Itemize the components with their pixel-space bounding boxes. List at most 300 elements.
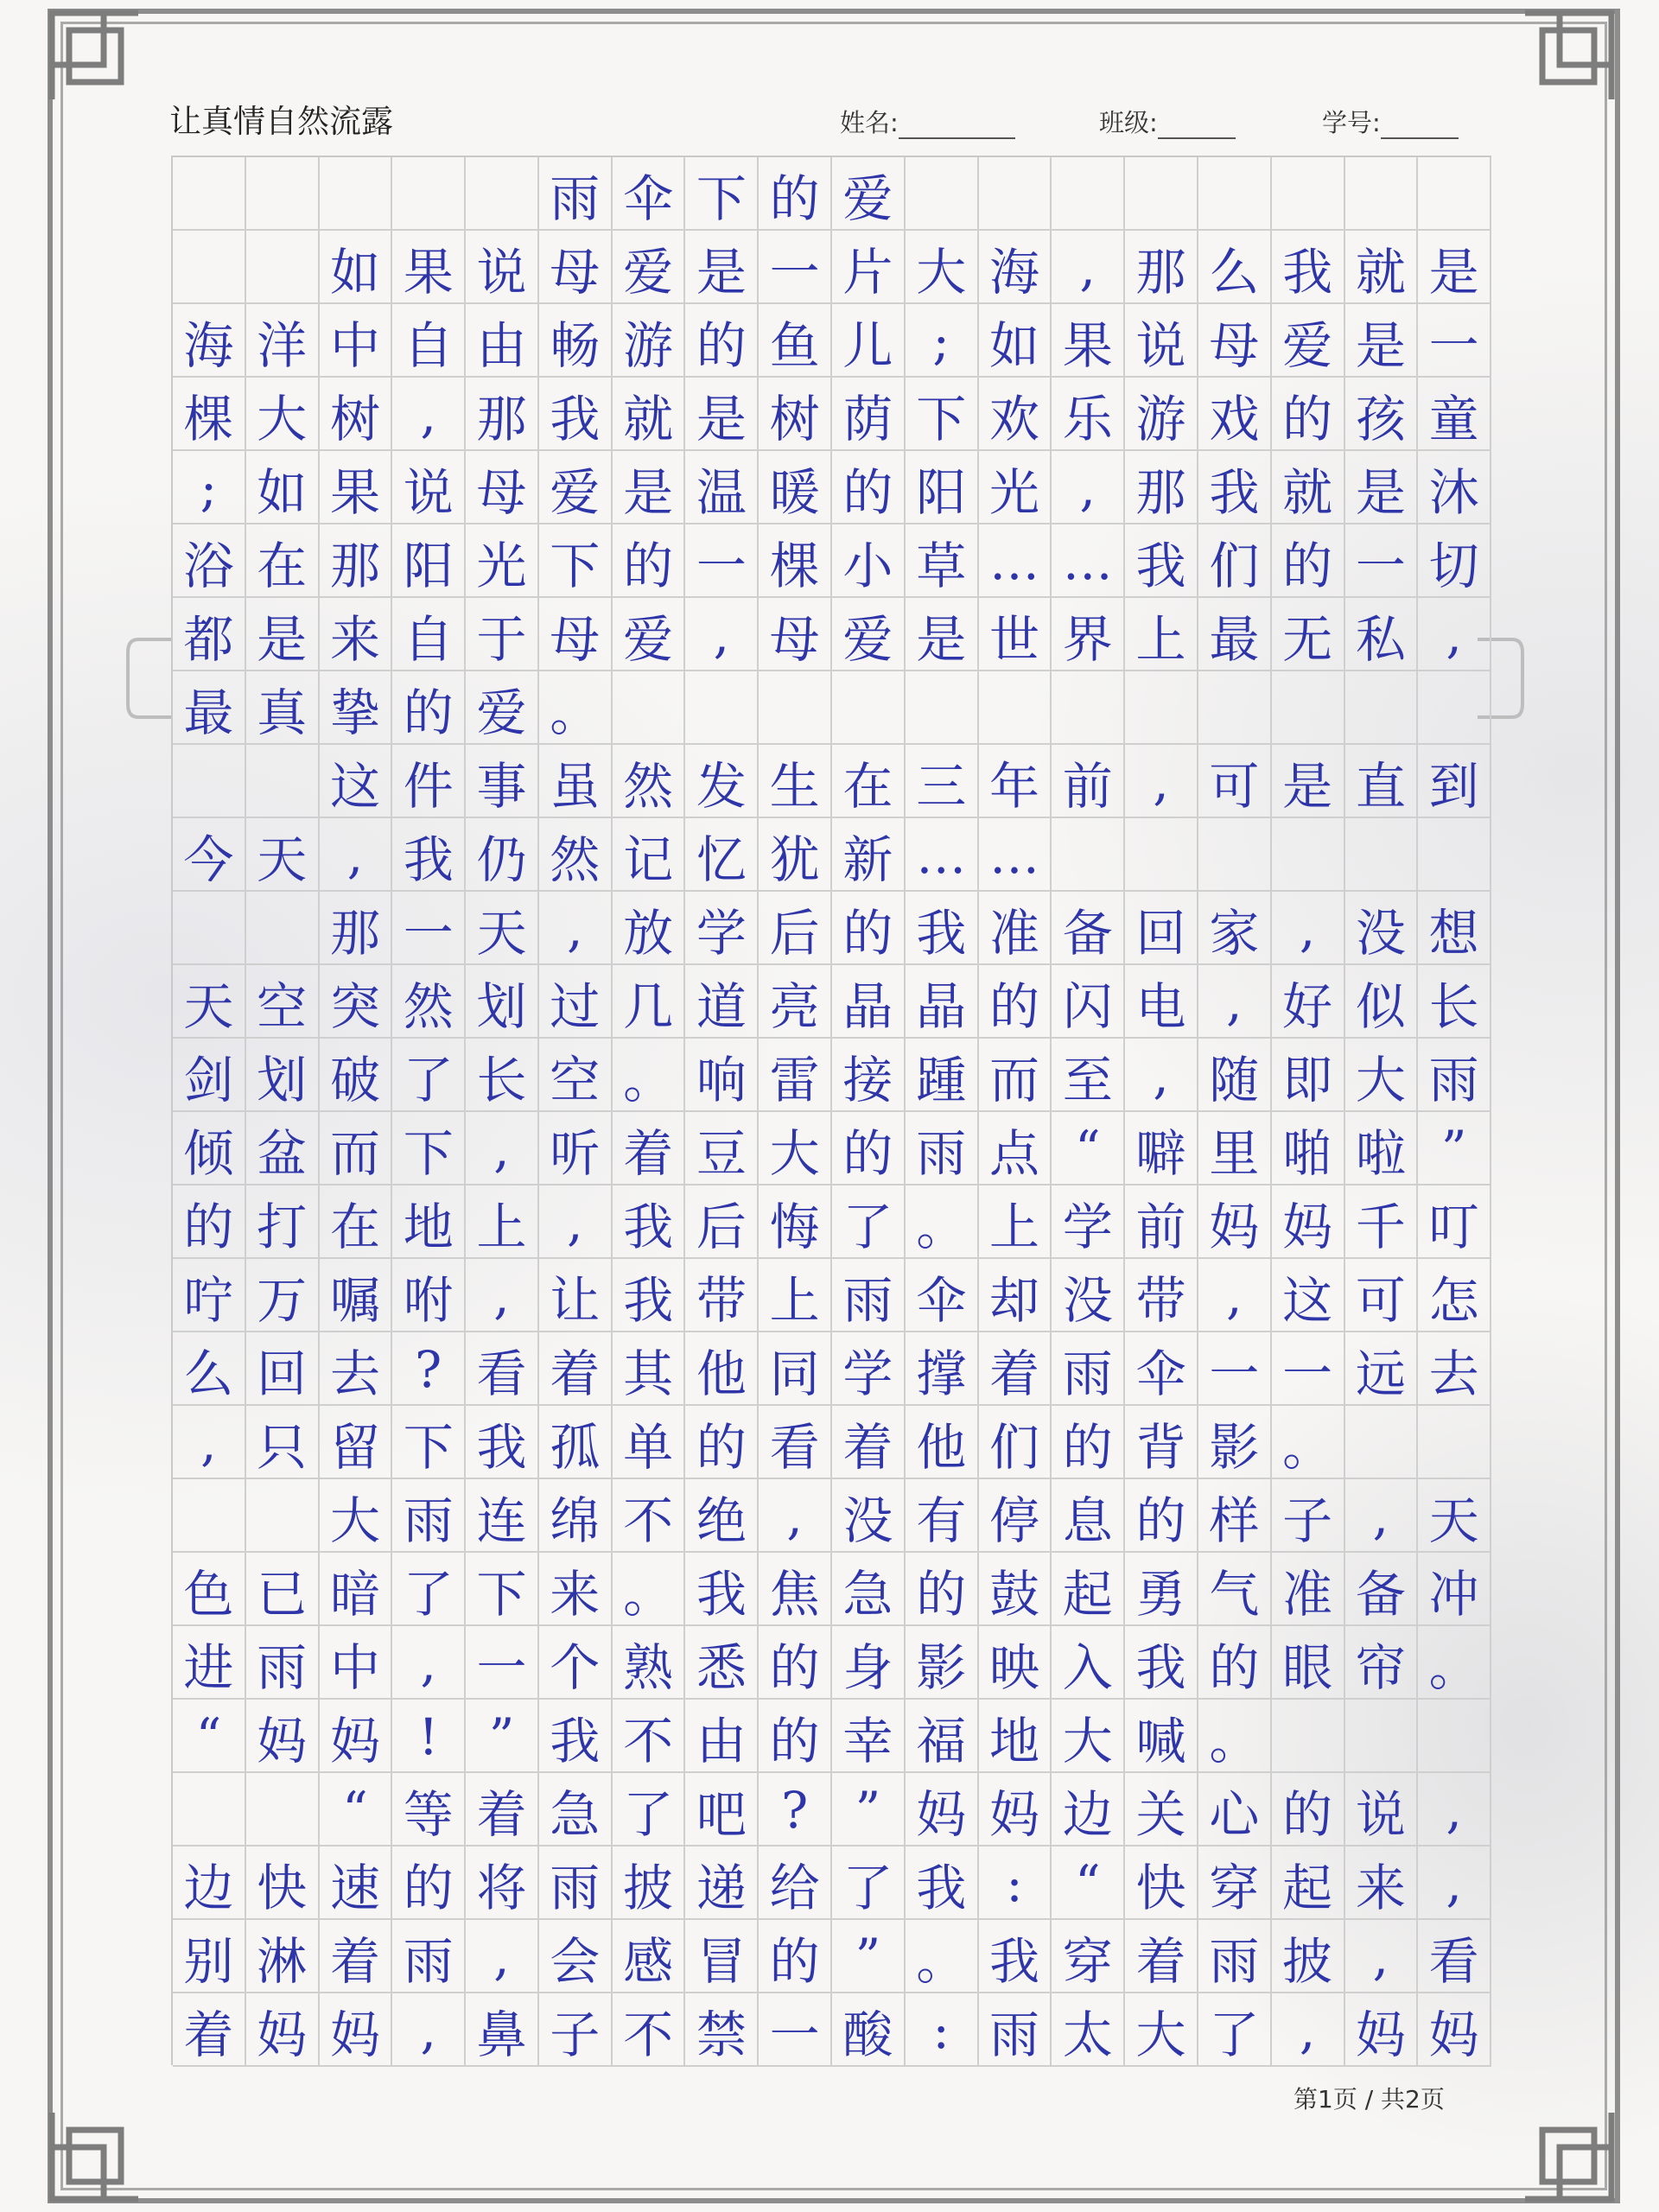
grid-cell: 雨 xyxy=(246,1626,320,1700)
grid-cell xyxy=(1345,818,1419,892)
grid-cell xyxy=(1418,157,1491,231)
grid-cell xyxy=(759,671,832,745)
grid-cell: 准 xyxy=(1272,1553,1345,1626)
grid-cell: 即 xyxy=(1272,1039,1345,1112)
grid-cell: 冒 xyxy=(685,1920,759,1993)
grid-cell: 上 xyxy=(979,1185,1052,1259)
grid-cell: 荫 xyxy=(832,378,906,451)
grid-cell: 那 xyxy=(1125,231,1198,304)
grid-cell: 那 xyxy=(320,524,393,598)
grid-cell: 而 xyxy=(979,1039,1052,1112)
grid-cell xyxy=(173,1773,246,1847)
grid-cell: 自 xyxy=(392,598,466,671)
grid-cell: 地 xyxy=(392,1185,466,1259)
student-id-field xyxy=(1322,104,1459,139)
grid-row xyxy=(173,304,1491,378)
grid-cell: 接 xyxy=(832,1039,906,1112)
grid-cell: 温 xyxy=(685,451,759,524)
grid-cell xyxy=(1418,1406,1491,1479)
grid-cell: 我 xyxy=(466,1406,539,1479)
grid-cell: 后 xyxy=(685,1185,759,1259)
page-number: 第1页 / 共2页 xyxy=(1294,2085,1445,2113)
grid-cell: : xyxy=(906,1993,979,2067)
grid-cell: 暖 xyxy=(759,451,832,524)
grid-cell: 去 xyxy=(1418,1332,1491,1406)
grid-cell: 焦 xyxy=(759,1553,832,1626)
grid-cell: 草 xyxy=(906,524,979,598)
class-blank[interactable] xyxy=(1158,111,1236,139)
grid-cell: 样 xyxy=(1198,1479,1272,1553)
grid-cell: 光 xyxy=(466,524,539,598)
grid-cell: ? xyxy=(759,1773,832,1847)
grid-cell: 而 xyxy=(320,1112,393,1185)
grid-cell: 雨 xyxy=(906,1112,979,1185)
grid-cell: , xyxy=(1418,1773,1491,1847)
grid-cell: 一 xyxy=(1345,524,1419,598)
grid-cell: 学 xyxy=(832,1332,906,1406)
grid-cell: “ xyxy=(1052,1112,1125,1185)
grid-cell: 亮 xyxy=(759,965,832,1039)
grid-cell: 的 xyxy=(759,1700,832,1773)
grid-cell: 妈 xyxy=(1198,1185,1272,1259)
grid-cell: 妈 xyxy=(246,1993,320,2067)
grid-cell xyxy=(1418,1700,1491,1773)
grid-cell: 的 xyxy=(173,1185,246,1259)
grid-cell: 棵 xyxy=(173,378,246,451)
grid-cell: 学 xyxy=(685,892,759,965)
grid-row xyxy=(173,231,1491,304)
grid-cell: 如 xyxy=(979,304,1052,378)
grid-row xyxy=(173,1332,1491,1406)
grid-cell: , xyxy=(392,378,466,451)
grid-cell: 游 xyxy=(613,304,686,378)
grid-row xyxy=(173,524,1491,598)
grid-cell: 雷 xyxy=(759,1039,832,1112)
grid-row xyxy=(173,1185,1491,1259)
grid-cell: 速 xyxy=(320,1847,393,1920)
grid-cell: 说 xyxy=(466,231,539,304)
grid-cell: 就 xyxy=(1345,231,1419,304)
grid-row xyxy=(173,1847,1491,1920)
grid-cell: 会 xyxy=(539,1920,613,1993)
worksheet-title: 让真情自然流露 xyxy=(169,103,393,140)
grid-cell: 的 xyxy=(1272,524,1345,598)
grid-cell: 伞 xyxy=(906,1259,979,1332)
grid-cell: 回 xyxy=(246,1332,320,1406)
grid-cell: 母 xyxy=(466,451,539,524)
grid-cell: 大 xyxy=(759,1112,832,1185)
grid-cell: , xyxy=(1418,598,1491,671)
grid-cell: 进 xyxy=(173,1626,246,1700)
grid-cell: 大 xyxy=(246,378,320,451)
grid-cell xyxy=(1125,671,1198,745)
grid-cell: 让 xyxy=(539,1259,613,1332)
grid-cell: 起 xyxy=(1052,1553,1125,1626)
grid-cell: 由 xyxy=(685,1700,759,1773)
grid-cell: 一 xyxy=(466,1626,539,1700)
grid-cell: 的 xyxy=(759,157,832,231)
grid-cell: 。 xyxy=(1272,1406,1345,1479)
grid-cell: 的 xyxy=(1272,378,1345,451)
grid-cell: 边 xyxy=(173,1847,246,1920)
grid-cell: 切 xyxy=(1418,524,1491,598)
grid-cell xyxy=(1052,818,1125,892)
grid-row xyxy=(173,1773,1491,1847)
grid-row xyxy=(173,965,1491,1039)
grid-cell xyxy=(1345,1700,1419,1773)
grid-cell: 递 xyxy=(685,1847,759,1920)
grid-cell: 母 xyxy=(539,598,613,671)
grid-row xyxy=(173,1993,1491,2067)
grid-cell: 们 xyxy=(979,1406,1052,1479)
grid-cell: 长 xyxy=(466,1039,539,1112)
grid-cell: , xyxy=(1125,745,1198,818)
grid-cell: 我 xyxy=(1125,1626,1198,1700)
grid-cell: , xyxy=(392,1626,466,1700)
grid-cell: : xyxy=(979,1847,1052,1920)
grid-cell: 至 xyxy=(1052,1039,1125,1112)
grid-cell: 我 xyxy=(1198,451,1272,524)
grid-cell: , xyxy=(173,1406,246,1479)
grid-cell: 我 xyxy=(613,1259,686,1332)
grid-cell: 自 xyxy=(392,304,466,378)
grid-cell: 到 xyxy=(1418,745,1491,818)
grid-cell xyxy=(1272,157,1345,231)
grid-cell: 光 xyxy=(979,451,1052,524)
grid-cell: , xyxy=(466,1259,539,1332)
grid-cell: 家 xyxy=(1198,892,1272,965)
grid-cell: 万 xyxy=(246,1259,320,1332)
grid-cell: 忆 xyxy=(685,818,759,892)
name-blank[interactable] xyxy=(899,111,1015,139)
grid-cell: 如 xyxy=(246,451,320,524)
grid-cell: … xyxy=(906,818,979,892)
grid-cell: 一 xyxy=(1272,1332,1345,1406)
grid-cell: 都 xyxy=(173,598,246,671)
grid-cell: 雨 xyxy=(539,1847,613,1920)
grid-cell: 。 xyxy=(906,1920,979,1993)
grid-cell: 新 xyxy=(832,818,906,892)
grid-cell: 熟 xyxy=(613,1626,686,1700)
grid-cell: 闪 xyxy=(1052,965,1125,1039)
grid-cell: 妈 xyxy=(246,1700,320,1773)
grid-cell: 们 xyxy=(1198,524,1272,598)
grid-cell: 由 xyxy=(466,304,539,378)
grid-cell: , xyxy=(1052,451,1125,524)
grid-cell: … xyxy=(979,818,1052,892)
grid-cell: 气 xyxy=(1198,1553,1272,1626)
grid-cell: 雨 xyxy=(979,1993,1052,2067)
grid-cell: 放 xyxy=(613,892,686,965)
grid-cell: “ xyxy=(320,1773,393,1847)
grid-cell: 下 xyxy=(906,378,979,451)
grid-cell: 么 xyxy=(173,1332,246,1406)
grid-cell: 倾 xyxy=(173,1112,246,1185)
grid-cell: 里 xyxy=(1198,1112,1272,1185)
grid-cell: 来 xyxy=(1345,1847,1419,1920)
grid-cell: 游 xyxy=(1125,378,1198,451)
grid-cell: 着 xyxy=(466,1773,539,1847)
grid-cell: 那 xyxy=(1125,451,1198,524)
grid-cell: 等 xyxy=(392,1773,466,1847)
grid-cell: 这 xyxy=(1272,1259,1345,1332)
grid-cell: 留 xyxy=(320,1406,393,1479)
grid-cell: , xyxy=(466,1112,539,1185)
grid-cell: , xyxy=(1198,965,1272,1039)
grid-cell: 于 xyxy=(466,598,539,671)
grid-cell: 。 xyxy=(1418,1626,1491,1700)
grid-cell: 幸 xyxy=(832,1700,906,1773)
grid-cell: 的 xyxy=(1272,1773,1345,1847)
grid-cell: 那 xyxy=(320,892,393,965)
grid-cell xyxy=(1345,671,1419,745)
grid-cell: 划 xyxy=(246,1039,320,1112)
grid-cell: 伞 xyxy=(613,157,686,231)
grid-cell: 发 xyxy=(685,745,759,818)
grid-cell: 就 xyxy=(613,378,686,451)
grid-cell xyxy=(1345,1406,1419,1479)
grid-cell: 年 xyxy=(979,745,1052,818)
grid-cell: 豆 xyxy=(685,1112,759,1185)
grid-cell: 了 xyxy=(1198,1993,1272,2067)
corner-ornament-icon xyxy=(1516,2104,1620,2208)
grid-cell: , xyxy=(1198,1259,1272,1332)
grid-cell xyxy=(685,671,759,745)
grid-cell: 雨 xyxy=(392,1920,466,1993)
grid-cell: 么 xyxy=(1198,231,1272,304)
grid-cell: 关 xyxy=(1125,1773,1198,1847)
grid-cell: , xyxy=(1345,1479,1419,1553)
grid-cell: 中 xyxy=(320,304,393,378)
grid-cell: 的 xyxy=(1052,1406,1125,1479)
grid-cell: 事 xyxy=(466,745,539,818)
grid-cell: 快 xyxy=(246,1847,320,1920)
grid-cell: 一 xyxy=(759,1993,832,2067)
grid-cell: 世 xyxy=(979,598,1052,671)
grid-cell: 好 xyxy=(1272,965,1345,1039)
grid-cell: … xyxy=(979,524,1052,598)
grid-cell: 上 xyxy=(759,1259,832,1332)
grid-cell: 带 xyxy=(1125,1259,1198,1332)
grid-cell: 。 xyxy=(613,1553,686,1626)
grid-cell: 乐 xyxy=(1052,378,1125,451)
grid-cell: 备 xyxy=(1345,1553,1419,1626)
grid-cell: 其 xyxy=(613,1332,686,1406)
grid-cell: 不 xyxy=(613,1479,686,1553)
grid-cell: 息 xyxy=(1052,1479,1125,1553)
grid-cell xyxy=(1125,818,1198,892)
grid-cell: 中 xyxy=(320,1626,393,1700)
grid-cell: 直 xyxy=(1345,745,1419,818)
grid-cell: 伞 xyxy=(1125,1332,1198,1406)
grid-cell: 是 xyxy=(685,378,759,451)
grid-cell: 空 xyxy=(246,965,320,1039)
grid-cell: 妈 xyxy=(1272,1185,1345,1259)
grid-cell: 悉 xyxy=(685,1626,759,1700)
grid-cell: 欢 xyxy=(979,378,1052,451)
grid-cell: 爱 xyxy=(539,451,613,524)
grid-cell: 沐 xyxy=(1418,451,1491,524)
grid-cell: 电 xyxy=(1125,965,1198,1039)
grid-cell: ” xyxy=(832,1920,906,1993)
grid-cell: 海 xyxy=(173,304,246,378)
grid-cell: 我 xyxy=(539,378,613,451)
grid-cell xyxy=(906,157,979,231)
grid-cell: 的 xyxy=(392,671,466,745)
grid-cell: 儿 xyxy=(832,304,906,378)
grid-cell: 树 xyxy=(759,378,832,451)
grid-cell: 孩 xyxy=(1345,378,1419,451)
grid-cell: 雨 xyxy=(1198,1920,1272,1993)
writing-grid xyxy=(171,156,1491,2065)
grid-cell: 片 xyxy=(832,231,906,304)
grid-cell: 孤 xyxy=(539,1406,613,1479)
grid-cell: “ xyxy=(1052,1847,1125,1920)
grid-cell: 一 xyxy=(759,231,832,304)
grid-cell: , xyxy=(539,892,613,965)
grid-cell: 心 xyxy=(1198,1773,1272,1847)
grid-cell: 前 xyxy=(1125,1185,1198,1259)
grid-cell: 连 xyxy=(466,1479,539,1553)
grid-cell: 雨 xyxy=(392,1479,466,1553)
grid-cell xyxy=(173,231,246,304)
grid-cell: 咛 xyxy=(173,1259,246,1332)
grid-cell: 上 xyxy=(466,1185,539,1259)
grid-cell: 喊 xyxy=(1125,1700,1198,1773)
grid-cell: ” xyxy=(832,1773,906,1847)
grid-cell: 去 xyxy=(320,1332,393,1406)
grid-cell: 大 xyxy=(1125,1993,1198,2067)
grid-cell: 棵 xyxy=(759,524,832,598)
grid-cell: 树 xyxy=(320,378,393,451)
grid-row xyxy=(173,1259,1491,1332)
grid-cell: 叮 xyxy=(1418,1185,1491,1259)
grid-cell: “ xyxy=(173,1700,246,1773)
grid-cell: 下 xyxy=(392,1406,466,1479)
grid-cell: 太 xyxy=(1052,1993,1125,2067)
grid-cell: , xyxy=(1345,1920,1419,1993)
grid-cell: 着 xyxy=(320,1920,393,1993)
grid-cell: 在 xyxy=(246,524,320,598)
grid-cell: 我 xyxy=(685,1553,759,1626)
grid-cell: 绵 xyxy=(539,1479,613,1553)
grid-cell: 来 xyxy=(320,598,393,671)
grid-cell: , xyxy=(685,598,759,671)
grid-cell: 妈 xyxy=(320,1993,393,2067)
grid-cell: 天 xyxy=(246,818,320,892)
grid-cell: 映 xyxy=(979,1626,1052,1700)
grid-cell: 有 xyxy=(906,1479,979,1553)
grid-cell: 起 xyxy=(1272,1847,1345,1920)
grid-cell: 果 xyxy=(1052,304,1125,378)
grid-cell xyxy=(173,892,246,965)
grid-cell: 海 xyxy=(979,231,1052,304)
grid-cell: … xyxy=(1052,524,1125,598)
grid-cell: 学 xyxy=(1052,1185,1125,1259)
grid-cell: 我 xyxy=(906,892,979,965)
grid-cell: 在 xyxy=(320,1185,393,1259)
grid-cell: 没 xyxy=(1345,892,1419,965)
grid-cell: 看 xyxy=(759,1406,832,1479)
grid-row xyxy=(173,745,1491,818)
grid-cell: 急 xyxy=(832,1553,906,1626)
grid-cell xyxy=(246,231,320,304)
grid-cell: 剑 xyxy=(173,1039,246,1112)
grid-cell: 禁 xyxy=(685,1993,759,2067)
grid-cell: 然 xyxy=(392,965,466,1039)
grid-cell: 下 xyxy=(685,157,759,231)
grid-cell: 犹 xyxy=(759,818,832,892)
grid-row xyxy=(173,892,1491,965)
grid-cell: 天 xyxy=(173,965,246,1039)
grid-cell: 想 xyxy=(1418,892,1491,965)
grid-cell: 在 xyxy=(832,745,906,818)
grid-cell: 下 xyxy=(539,524,613,598)
grid-cell: , xyxy=(1272,892,1345,965)
grid-cell: 暗 xyxy=(320,1553,393,1626)
grid-cell: 如 xyxy=(320,231,393,304)
grid-cell: 影 xyxy=(1198,1406,1272,1479)
grid-cell: 说 xyxy=(1125,304,1198,378)
grid-cell xyxy=(246,1773,320,1847)
grid-cell: 回 xyxy=(1125,892,1198,965)
grid-cell: 踵 xyxy=(906,1039,979,1112)
grid-cell: 穿 xyxy=(1198,1847,1272,1920)
grid-cell: , xyxy=(320,818,393,892)
grid-cell xyxy=(1272,671,1345,745)
corner-ornament-icon xyxy=(1516,4,1620,108)
grid-cell xyxy=(1052,671,1125,745)
grid-cell: 着 xyxy=(979,1332,1052,1406)
grid-cell: 说 xyxy=(1345,1773,1419,1847)
grid-cell: ? xyxy=(392,1332,466,1406)
grid-cell: 带 xyxy=(685,1259,759,1332)
grid-cell: 准 xyxy=(979,892,1052,965)
grid-cell: 嘱 xyxy=(320,1259,393,1332)
grid-cell: 爱 xyxy=(832,598,906,671)
grid-cell: 道 xyxy=(685,965,759,1039)
grid-cell: 撑 xyxy=(906,1332,979,1406)
grid-cell: 小 xyxy=(832,524,906,598)
grid-cell xyxy=(1198,157,1272,231)
grid-cell: 大 xyxy=(320,1479,393,1553)
grid-cell: 仍 xyxy=(466,818,539,892)
grid-cell: 戏 xyxy=(1198,378,1272,451)
student-id-blank[interactable] xyxy=(1381,111,1459,139)
grid-cell: 鱼 xyxy=(759,304,832,378)
grid-cell: 盆 xyxy=(246,1112,320,1185)
grid-cell xyxy=(1198,671,1272,745)
grid-row xyxy=(173,1553,1491,1626)
grid-cell: 下 xyxy=(392,1112,466,1185)
grid-cell: 真 xyxy=(246,671,320,745)
grid-cell: 天 xyxy=(1418,1479,1491,1553)
grid-cell: 地 xyxy=(979,1700,1052,1773)
grid-cell: 着 xyxy=(613,1112,686,1185)
grid-cell: 爱 xyxy=(1272,304,1345,378)
grid-cell: 急 xyxy=(539,1773,613,1847)
grid-row xyxy=(173,818,1491,892)
grid-cell: , xyxy=(1125,1039,1198,1112)
grid-row xyxy=(173,1039,1491,1112)
grid-cell: 了 xyxy=(392,1039,466,1112)
grid-cell: 妈 xyxy=(1345,1993,1419,2067)
grid-cell: 的 xyxy=(392,1847,466,1920)
grid-cell: 听 xyxy=(539,1112,613,1185)
grid-cell: 着 xyxy=(1125,1920,1198,1993)
name-label: 姓名: xyxy=(840,108,899,137)
grid-cell: 我 xyxy=(1272,231,1345,304)
